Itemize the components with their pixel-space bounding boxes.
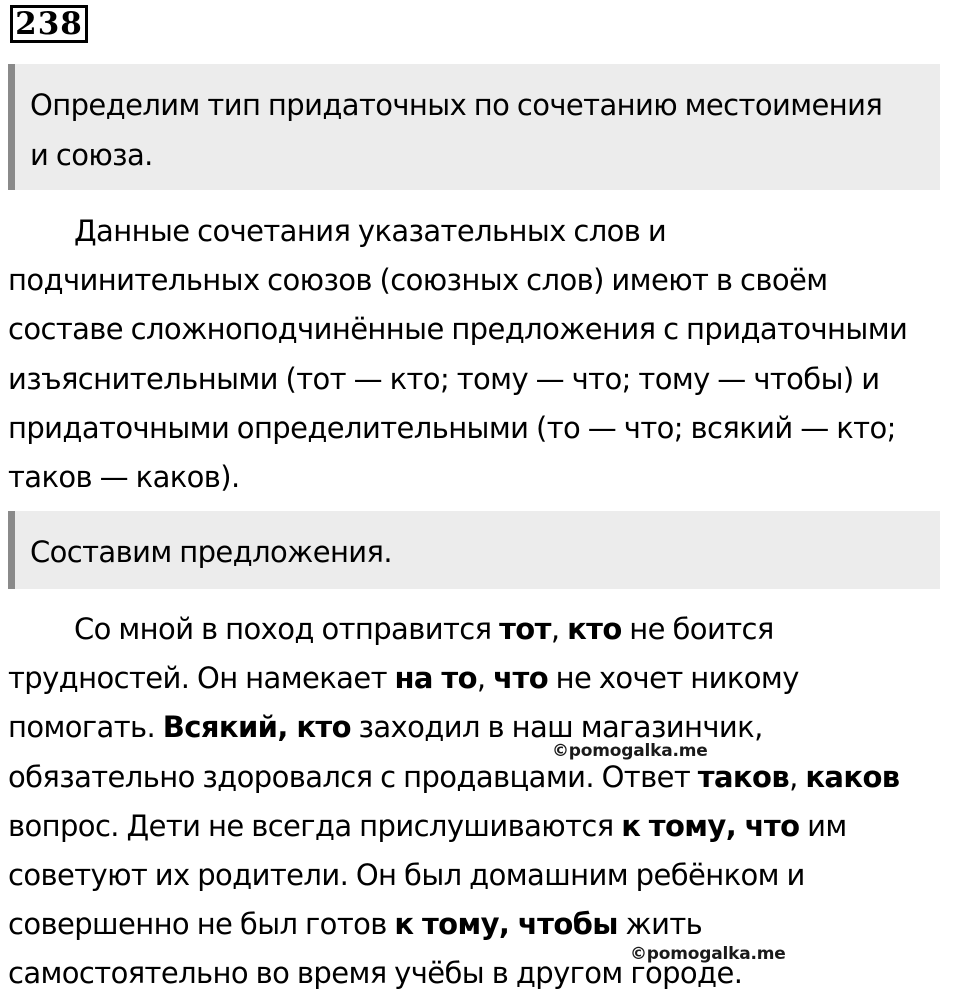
text-segment: обязательно здоровался с продавцами. Ответ	[8, 759, 698, 794]
text-segment: советуют их родители. Он был домашним ребёнком и	[8, 858, 805, 893]
bold-keyword: таков	[697, 759, 790, 794]
paragraph-line: Данные сочетания указательных слов и	[74, 214, 667, 248]
bold-keyword: что	[493, 661, 549, 696]
hint-block-compose-sentences	[8, 511, 940, 589]
paragraph-line	[8, 949, 952, 998]
bold-keyword: к тому, чтобы	[394, 907, 618, 942]
text-segment: жить	[617, 907, 703, 942]
bold-keyword: кто	[567, 612, 622, 646]
paragraph-line	[8, 703, 952, 752]
text-segment: ,	[550, 612, 568, 646]
watermark: ©pomogalka.me	[630, 944, 786, 964]
bold-keyword: тот	[499, 612, 551, 646]
text-segment: вопрос. Дети не всегда прислушиваются	[8, 808, 622, 843]
paragraph-line	[8, 802, 952, 851]
paragraph-line: придаточными определительными (то — что; всякий — кто;	[8, 410, 896, 445]
text-segment: ,	[476, 661, 494, 696]
paragraph-line	[8, 900, 952, 949]
bold-keyword: Всякий, кто	[162, 710, 351, 745]
paragraph-line: подчинительных союзов (союзных слов) имеют в своём	[8, 263, 828, 298]
text-segment: Со мной в поход отправится	[74, 612, 500, 646]
paragraph-line: изъяснительными (тот — кто; тому — что; тому — чтобы) и	[8, 361, 880, 396]
example-sentences-paragraph	[8, 605, 952, 999]
explanation-paragraph	[8, 207, 952, 502]
paragraph-line	[8, 753, 952, 802]
text-segment: заходил в наш магазинчик,	[350, 710, 763, 745]
bold-keyword: каков	[805, 759, 900, 794]
hint-block-type-of-clauses	[8, 64, 940, 190]
bold-keyword: к тому, что	[621, 808, 800, 843]
text-segment: не боится	[621, 612, 774, 646]
bold-keyword: на то	[394, 661, 477, 696]
hint-line: и союза.	[30, 138, 153, 172]
paragraph-line: составе сложноподчинённые предложения с придаточными	[8, 312, 908, 347]
paragraph-line	[8, 654, 952, 703]
paragraph-line	[8, 605, 952, 654]
watermark: ©pomogalka.me	[552, 741, 708, 761]
text-segment: помогать.	[8, 710, 163, 745]
paragraph-line	[8, 851, 952, 900]
text-segment: трудностей. Он намекает	[8, 661, 395, 696]
hint-line: Определим тип придаточных по сочетанию местоимения	[30, 88, 883, 122]
hint-line: Составим предложения.	[30, 535, 393, 569]
text-segment: самостоятельно во время учёбы в другом городе.	[8, 956, 743, 991]
text-segment: им	[799, 808, 847, 843]
text-segment: не хочет никому	[548, 661, 799, 696]
task-number-box: 238	[10, 5, 88, 43]
text-segment: ,	[789, 759, 806, 794]
paragraph-line: таков — каков).	[8, 460, 240, 495]
text-segment: совершенно не был готов	[8, 907, 395, 942]
